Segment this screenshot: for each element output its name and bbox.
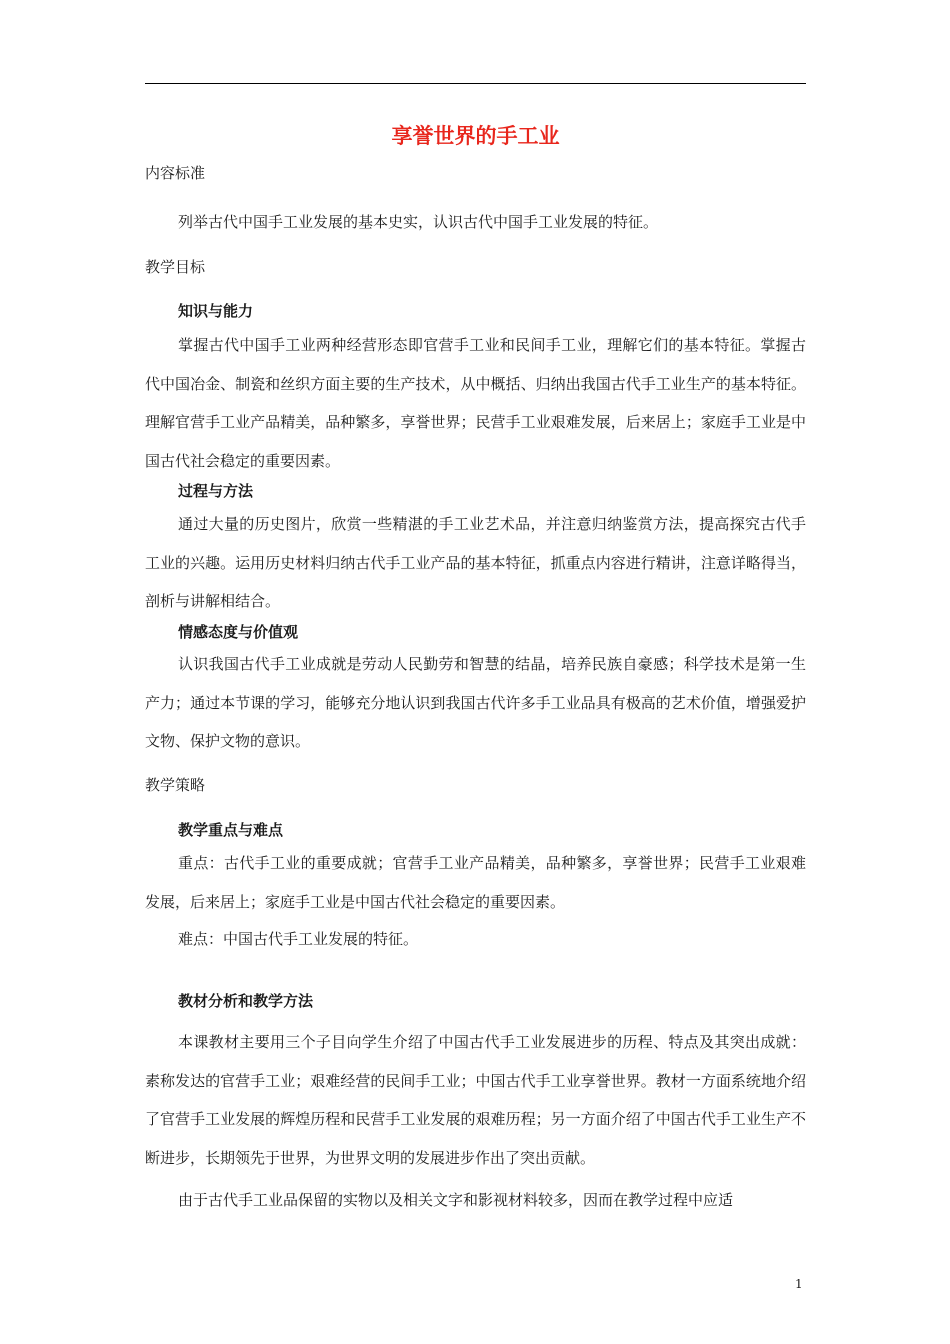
subheading-emotion: 情感态度与价值观 <box>178 623 299 641</box>
subheading-key-points: 教学重点与难点 <box>178 821 284 839</box>
subheading-process: 过程与方法 <box>178 482 254 500</box>
content-standard-text: 列举古代中国手工业发展的基本史实，认识古代中国手工业发展的特征。 <box>178 213 659 231</box>
emotion-text: 认识我国古代手工业成就是劳动人民勤劳和智慧的结晶，培养民族自豪感；科学技术是第一生产力；通过本节课的学习，能够充分地认识到我国古代许多手工业品具有极高的艺术价值，增强爱护文物、保护文物的意识。 <box>145 655 806 750</box>
header-rule <box>145 83 806 84</box>
analysis-text-1: 本课教材主要用三个子目向学生介绍了中国古代手工业发展进步的历程、特点及其突出成就：素称发达的官营手工业；艰难经营的民间手工业；中国古代手工业享誉世界。教材一方面系统地介绍了官营手工业发展的辉煌历程和民营手工业发展的艰难历程；另一方面介绍了中国古代手工业生产不断进步，长期领先于世界，为世界文明的发展进步作出了突出贡献。 <box>145 1033 806 1167</box>
section-heading-teaching-goals: 教学目标 <box>145 258 206 276</box>
section-heading-teaching-strategy: 教学策略 <box>145 776 206 794</box>
page-title: 享誉世界的手工业 <box>391 124 560 148</box>
page-number: 1 <box>795 1277 803 1291</box>
subheading-analysis: 教材分析和教学方法 <box>178 992 314 1010</box>
section-heading-content-standard: 内容标准 <box>145 164 206 182</box>
process-text: 通过大量的历史图片，欣赏一些精湛的手工业艺术品，并注意归纳鉴赏方法，提高探究古代手工业的兴趣。运用历史材料归纳古代手工业产品的基本特征，抓重点内容进行精讲，注意详略得当，剖析与讲解相结合。 <box>145 515 806 610</box>
difficulty-text: 难点：中国古代手工业发展的特征。 <box>178 930 419 948</box>
subheading-knowledge: 知识与能力 <box>178 302 254 320</box>
focus-text: 重点：古代手工业的重要成就；官营手工业产品精美，品种繁多，享誉世界；民营手工业艰难发展，后来居上；家庭手工业是中国古代社会稳定的重要因素。 <box>145 854 806 911</box>
knowledge-text: 掌握古代中国手工业两种经营形态即官营手工业和民间手工业，理解它们的基本特征。掌握古代中国冶金、制瓷和丝织方面主要的生产技术，从中概括、归纳出我国古代手工业生产的基本特征。理解官营手工业产品精美，品种繁多，享誉世界；民营手工业艰难发展，后来居上；家庭手工业是中国古代社会稳定的重要因素。 <box>145 336 806 470</box>
analysis-text-2: 由于古代手工业品保留的实物以及相关文字和影视材料较多，因而在教学过程中应适 <box>178 1191 734 1209</box>
